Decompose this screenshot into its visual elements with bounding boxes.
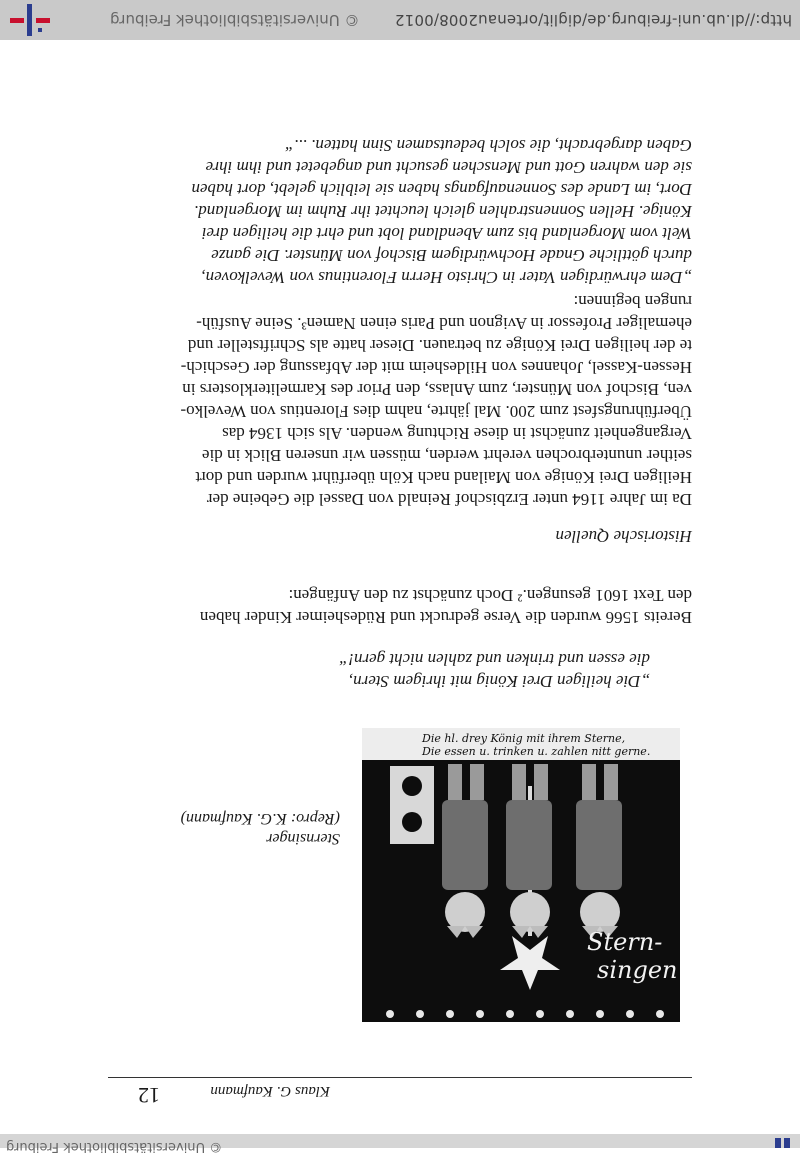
cut-title-line-1: Stern- bbox=[587, 928, 663, 956]
cut-title-line-2: singen bbox=[597, 956, 678, 984]
paragraph-line: Vergangenheit zunächst in diese Richtung wenden. Als sich 1364 das bbox=[222, 424, 692, 443]
banner-line-1: Die hl. drey König mit ihrem Sterne, bbox=[422, 732, 626, 745]
paragraph-line: seither ununterbrochen verehrt werden, müssen wir unseren Blick in die bbox=[201, 446, 692, 465]
figure-caption bbox=[100, 808, 340, 848]
paragraph-line: den Text 1601 gesungen.² Doch zunächst zu den Anfängen: bbox=[288, 586, 692, 605]
verse-line: die essen und trinken und zahlen nicht gern!“ bbox=[338, 650, 650, 669]
intro-paragraph bbox=[108, 584, 692, 628]
woodcut-illustration bbox=[362, 728, 680, 1022]
paragraph-line: ven, Bischof von Münster, zum Anlass, den Prior des Karmeliterklosters in bbox=[182, 380, 692, 399]
source-url[interactable]: http://dl.ub.uni-freiburg.de/diglit/ortenau2008/0012 bbox=[394, 11, 792, 29]
paragraph-line: Könige. Hellen Sonnenstrahlen gleich leuchtet ihr Ruhm im Morgenland. bbox=[194, 202, 692, 221]
paragraph-line: Da im Jahre 1164 unter Erzbischof Reinald von Dassel die Gebeine der bbox=[206, 490, 692, 509]
paragraph-line: durch göttliche Gnade Hochwürdigem Bischof von Münster. Die ganze bbox=[211, 246, 692, 265]
paragraph-line: Welt vom Morgenland bis zum Abendland lobt und ehrt die heiligen drei bbox=[201, 224, 692, 243]
paragraph-line: Bereits 1566 wurden die Verse gedruckt und Rüdesheimer Kinder haben bbox=[199, 608, 692, 627]
sternsinger-woodcut bbox=[362, 728, 680, 1022]
library-logo-fragment bbox=[774, 1138, 790, 1148]
top-watermark-text: © Universitätsbibliothek Freiburg bbox=[6, 1139, 223, 1154]
paragraph-line: te der heiligen Drei Könige zu betrauen. Dieser hatte als Schriftsteller und bbox=[187, 336, 692, 355]
paragraph-line: Gaben dargebracht, die solch bedeutsamen Sinn hatten. ...“ bbox=[284, 136, 692, 155]
paragraph-line: Dort, im Lande des Sonnenaufgangs haben sie leiblich gelebt, dort haben bbox=[191, 180, 692, 199]
caption-credit: (Repro: K.G. Kaufmann) bbox=[180, 810, 340, 827]
paragraph-line: „Dem ehrwürdigen Vater in Christo Herrn Florentinus von Wevelkoven, bbox=[201, 268, 692, 287]
paragraph-line: Überführungsfest zum 200. Mal jährte, nahm dies Florentius von Wevelko- bbox=[180, 402, 692, 421]
page-number: 12 bbox=[138, 1083, 160, 1108]
quote-paragraph bbox=[108, 134, 692, 288]
verse-quote bbox=[90, 648, 650, 692]
paragraph-line: ehemaliger Professor in Avignon und Paris einen Namen³. Seine Ausfüh- bbox=[196, 314, 692, 333]
main-paragraph bbox=[108, 290, 692, 510]
header-rule bbox=[108, 1077, 692, 1078]
top-watermark-strip bbox=[0, 1134, 800, 1154]
paragraph-line: rungen beginnen: bbox=[573, 292, 692, 311]
running-head: Klaus G. Kaufmann bbox=[210, 1083, 330, 1099]
paragraph-line: sie den wahren Gott und Menschen gesucht und angebetet und ihm ihre bbox=[205, 158, 692, 177]
verse-line: „Die heiligen Drei König mit ihrigem Stern, bbox=[348, 672, 650, 691]
banner-line-2: Die essen u. trinken u. zahlen nitt gerne. bbox=[422, 745, 651, 758]
footer-watermark: © Universitätsbibliothek Freiburg bbox=[110, 11, 360, 29]
caption-title: Sternsinger bbox=[266, 830, 340, 847]
library-logo-icon bbox=[10, 4, 50, 36]
paragraph-line: Hessen-Kassel, Johannes von Hildesheim mit der Abfassung der Geschich- bbox=[180, 358, 692, 377]
section-heading: Historische Quellen bbox=[555, 527, 692, 546]
footer-strip bbox=[0, 0, 800, 40]
paragraph-line: Heiligen Drei Könige von Mailand nach Köln überführt wurden und dort bbox=[195, 468, 692, 487]
